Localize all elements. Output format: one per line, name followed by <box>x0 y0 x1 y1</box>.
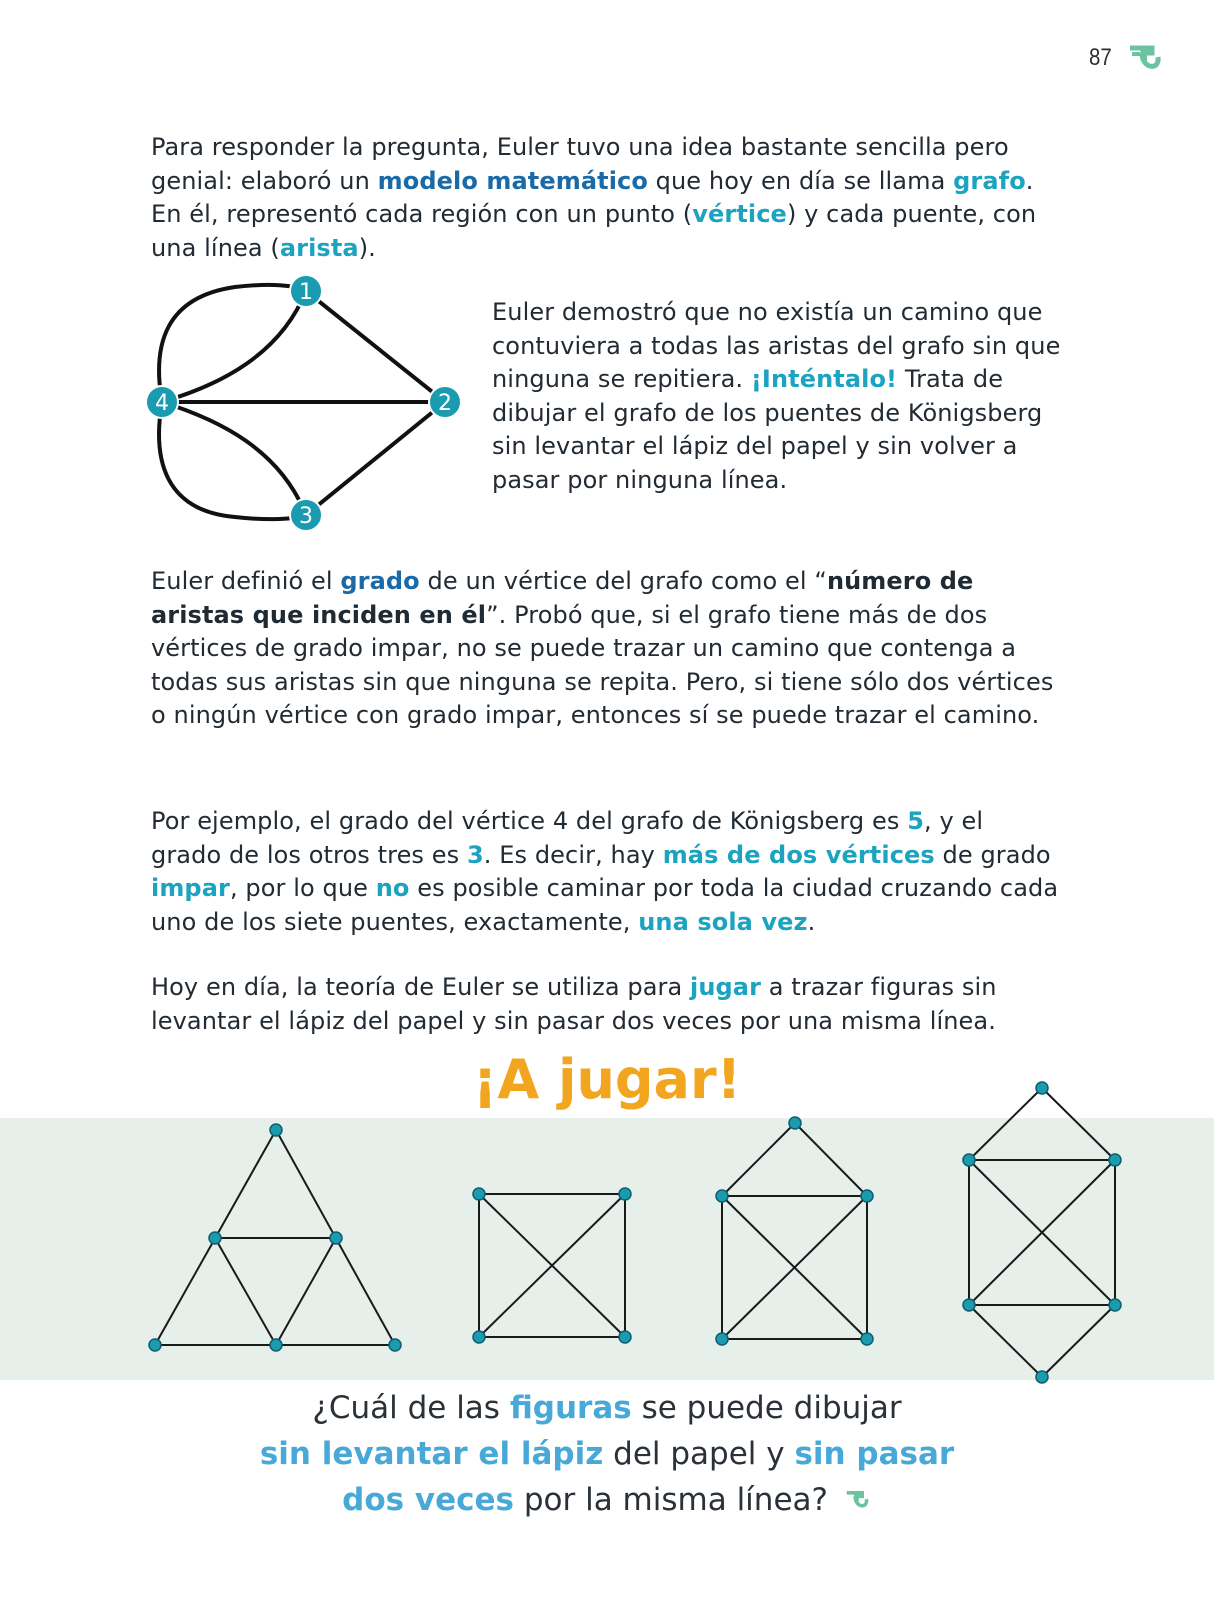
figure-double-house <box>960 1085 1125 1395</box>
edge-1-2 <box>306 291 445 402</box>
keyword-no: no <box>375 874 410 902</box>
svg-text:4: 4 <box>155 391 169 416</box>
svg-text:3: 3 <box>299 504 313 529</box>
example-paragraph: Por ejemplo, el grado del vértice 4 del grafo de Königsberg es 5, y el grado de los otros tres es 3. Es decir, hay más de dos vértices de grado impar, por lo que no es posible caminar por toda la ciudad cruzando cada uno de los siete puentes, exactamente, una sola vez. <box>151 807 1059 936</box>
edge-2-3 <box>306 402 445 515</box>
keyword-numero-de-aristas: número de aristas que inciden en él <box>151 567 974 629</box>
keyword-figuras: figuras <box>509 1390 632 1426</box>
game-title: ¡A jugar! <box>472 1048 742 1111</box>
euler-proof-paragraph: Euler demostró que no existía un camino que contuviera a todas las aristas del grafo sin que ninguna se repitiera. ¡Inténtalo! Trata de dibujar el grafo de los puentes de Königsberg sin levantar el lápiz del papel y sin volver a pasar por ninguna línea. <box>492 298 1061 494</box>
figure-house <box>710 1110 875 1350</box>
keyword-3: 3 <box>466 840 484 869</box>
figure-triangle <box>140 1115 410 1355</box>
vertex-3 <box>290 499 322 531</box>
degree-definition-paragraph: Euler definió el grado de un vértice del grafo como el “número de aristas que inciden en él”. Probó que, si el grafo tiene más de dos vértices de grado impar, no se puede trazar un camino que contenga a todas sus aristas sin que ninguna se repita. Pero, si tiene sólo dos vértices o ningún vértice con grado impar, entonces sí se puede trazar el camino. <box>151 567 1054 729</box>
intro-paragraph: Para responder la pregunta, Euler tuvo una idea bastante sencilla pero genial: elaboró un modelo matemático que hoy en día se llama grafo. En él, representó cada región con un punto (vértice) y cada puente, con una línea (arista). <box>151 133 1037 262</box>
hook-arrow-icon <box>844 1490 872 1514</box>
keyword-dos-veces: dos veces <box>342 1482 514 1518</box>
keyword-arista: arista <box>279 233 359 262</box>
keyword-modelo-matematico: modelo matemático <box>377 166 648 195</box>
keyword-grado: grado <box>340 567 420 595</box>
today-paragraph: Hoy en día, la teoría de Euler se utiliza para jugar a trazar figuras sin levantar el lápiz del papel y sin pasar dos veces por una misma línea. <box>151 973 997 1035</box>
question-line-2: sin levantar el lápiz del papel y sin pasar <box>259 1436 955 1472</box>
hook-arrow-icon <box>1128 44 1164 78</box>
edge-4-1-outer <box>159 285 306 402</box>
keyword-vertice: vértice <box>692 200 787 228</box>
svg-text:1: 1 <box>299 280 313 305</box>
question-line-1: ¿Cuál de las figuras se puede dibujar <box>312 1390 902 1426</box>
konigsberg-graph <box>140 275 470 535</box>
vertex-4 <box>146 386 178 418</box>
edge-4-3-outer <box>159 402 306 519</box>
keyword-una-sola-vez: una sola vez <box>638 907 808 936</box>
keyword-sin-levantar-el-lapiz: sin levantar el lápiz <box>259 1436 604 1472</box>
keyword-intentalo: ¡Inténtalo! <box>750 365 898 393</box>
page-number: 87 <box>1089 44 1112 71</box>
keyword-impar: impar <box>151 874 230 902</box>
keyword-5: 5 <box>907 807 924 835</box>
vertex-1 <box>290 275 322 307</box>
svg-text:2: 2 <box>438 391 452 416</box>
question-line-3: dos veces por la misma línea? <box>0 1477 1214 1523</box>
keyword-grafo: grafo <box>953 166 1026 195</box>
game-question <box>0 1385 1214 1523</box>
keyword-mas-de-dos-vertices: más de dos vértices <box>662 840 935 869</box>
vertex-2 <box>429 386 461 418</box>
figure-square-x <box>470 1185 635 1345</box>
keyword-jugar: jugar <box>690 973 762 1001</box>
keyword-sin-pasar: sin pasar <box>794 1436 955 1472</box>
